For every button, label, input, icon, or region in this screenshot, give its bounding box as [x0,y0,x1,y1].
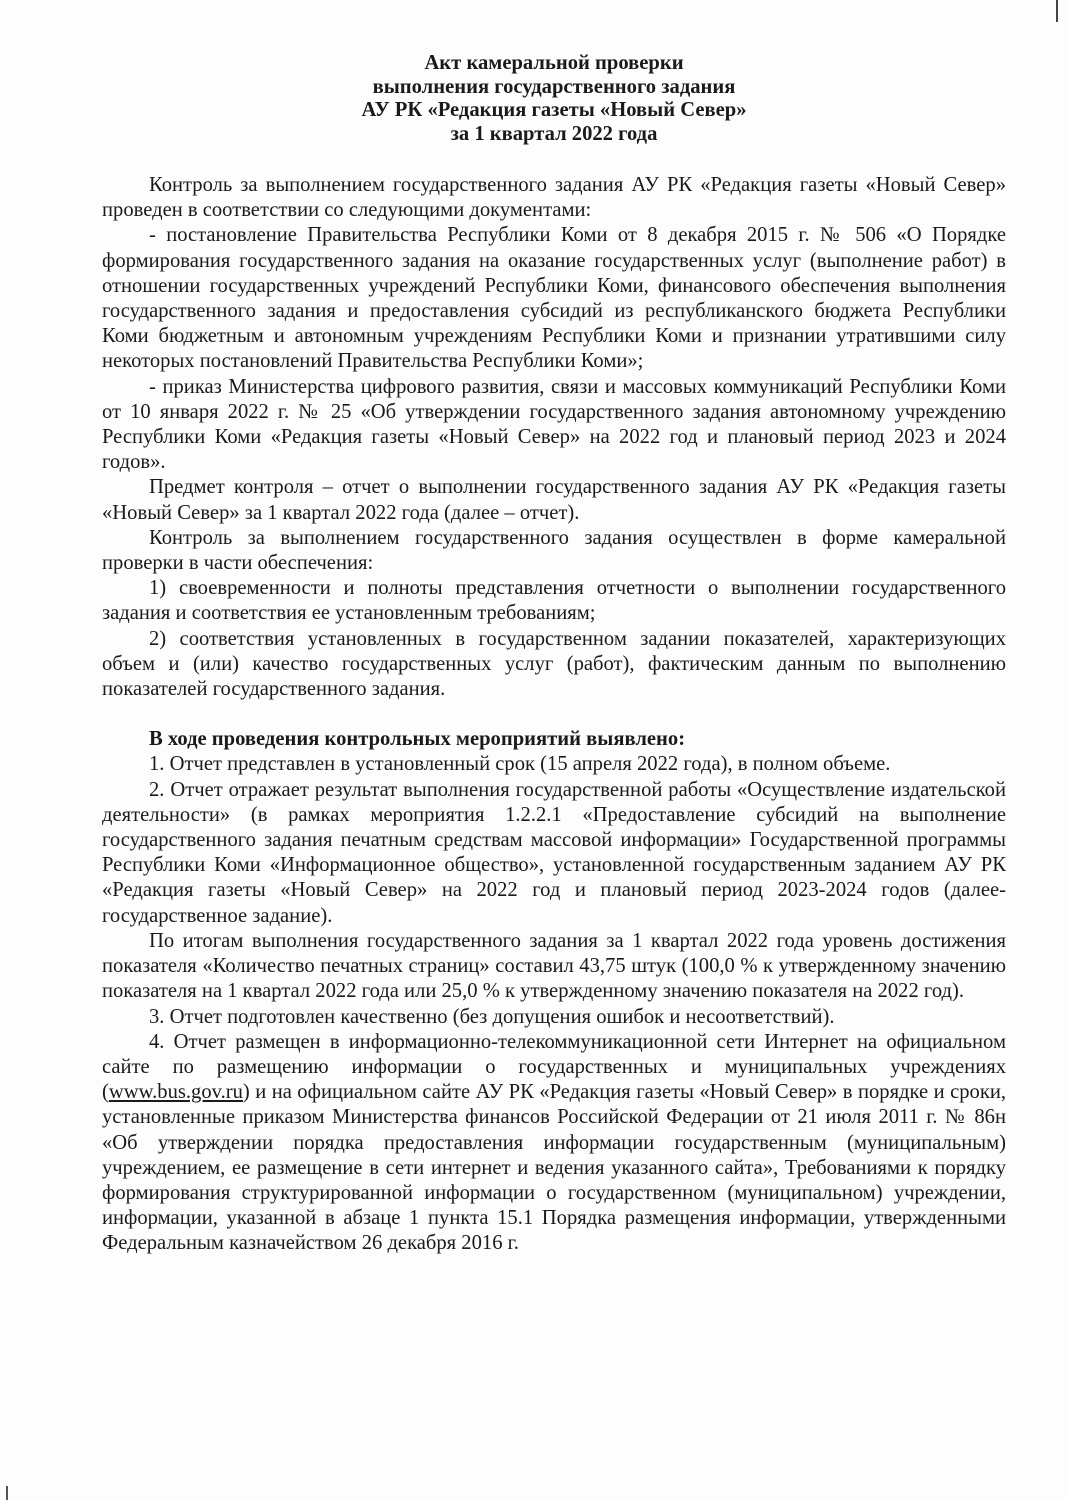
paragraph-order-25: - приказ Министерства цифрового развития, связи и массовых коммуникаций Республики Коми от 10 января 2022 г. № 25 «Об утверждении государственного задания автономному учреждению Республики Коми «Редакция газеты «Новый Север» на 2022 год и плановый период 2023 и 2024 годов». [102,375,1006,474]
finding-4-text-before: 4. Отчет размещен в информационно-телекоммуникационной сети Интернет на официальном сайте по размещению информации о государственных и муниципальных учреждениях ( [102,1030,1006,1104]
paragraph-control-basis: Контроль за выполнением государственного задания АУ РК «Редакция газеты «Новый Север» проведен в соответствии со следующими документами: [102,174,1006,222]
section-spacer [102,702,1006,727]
document-title [102,52,1006,146]
paragraph-item-2: 2) соответствия установленных в государственном задании показателей, характеризующих объем и (или) качество государственных услуг (работ), фактическим данным по выполнению показателей государственного задания. [102,627,1006,701]
finding-2: 2. Отчет отражает результат выполнения государственной работы «Осуществление издательской деятельности» (в рамках мероприятия 1.2.2.1 «Предоставление субсидий на выполнение государственного задания печатным средствам массовой информации» Государственной программы Республики Коми «Информационное общество», установленной государственным заданием АУ РК «Редакция газеты «Новый Север» на 2022 год и плановый период 2023-2024 годов (далее-государственное задание). [102,778,1006,927]
scan-bottom-mark [6,1486,8,1500]
finding-1: 1. Отчет представлен в установленный срок (15 апреля 2022 года), в полном объеме. [149,753,891,776]
finding-4 [102,1030,1006,1257]
title-line-4: за 1 квартал 2022 года [450,122,658,145]
scan-edge-mark [1056,0,1058,22]
paragraph-control-form: Контроль за выполнением государственного задания осуществлен в форме камеральной проверки в части обеспечения: [102,526,1006,575]
finding-3: 3. Отчет подготовлен качественно (без допущения ошибок и несоответствий). [149,1005,835,1028]
finding-2-result: По итогам выполнения государственного задания за 1 квартал 2022 года уровень достижения показателя «Количество печатных страниц» составил 43,75 штук (100,0 % к утвержденному значению показателя на 1 квартал 2022 года или 25,0 % к утвержденному значению показателя на 2022 год). [102,929,1006,1003]
paragraph-item-1: 1) своевременности и полноты представления отчетности о выполнении государственного задания и соответствия ее установленным требованиям; [102,577,1006,625]
findings-heading: В ходе проведения контрольных мероприятий выявлено: [149,728,686,751]
finding-4-text-after: ) и на официальном сайте АУ РК «Редакция газеты «Новый Север» в порядке и сроки, установленные приказом Министерства финансов Российской Федерации от 21 июля 2011 г. № 86н «Об утверждении порядка предоставления информации государственным (муниципальным) учреждением, ее размещение в сети интернет и ведения указанного сайта», Требованиями к порядку формирования структурированной информации о государственном (муниципальном) учреждении, информации, указанной в абзаце 1 пункта 15.1 Порядка размещения информации, утвержденными Федеральным казначейством 26 декабря 2016 г. [102,1081,1006,1255]
document-body [102,52,1006,1257]
paragraph-resolution-506: - постановление Правительства Республики Коми от 8 декабря 2015 г. № 506 «О Порядке формирования государственного задания на оказание государственных услуг (выполнение работ) в отношении государственных учреждений Республики Коми, финансового обеспечения выполнения государственного задания и предоставления субсидий из республиканского бюджета Республики Коми бюджетным и автономным учреждениям Республики Коми и признании утратившими силу некоторых постановлений Правительства Республики Коми»; [102,224,1006,373]
title-line-2: выполнения государственного задания [372,75,736,98]
title-line-1: Акт камеральной проверки [424,52,684,74]
paragraph-control-subject: Предмет контроля – отчет о выполнении государственного задания АУ РК «Редакция газеты «Новый Север» за 1 квартал 2022 года (далее – отчет). [102,476,1006,524]
title-line-3: АУ РК «Редакция газеты «Новый Север» [361,99,747,121]
bus-gov-link[interactable]: www.bus.gov.ru [108,1081,243,1104]
